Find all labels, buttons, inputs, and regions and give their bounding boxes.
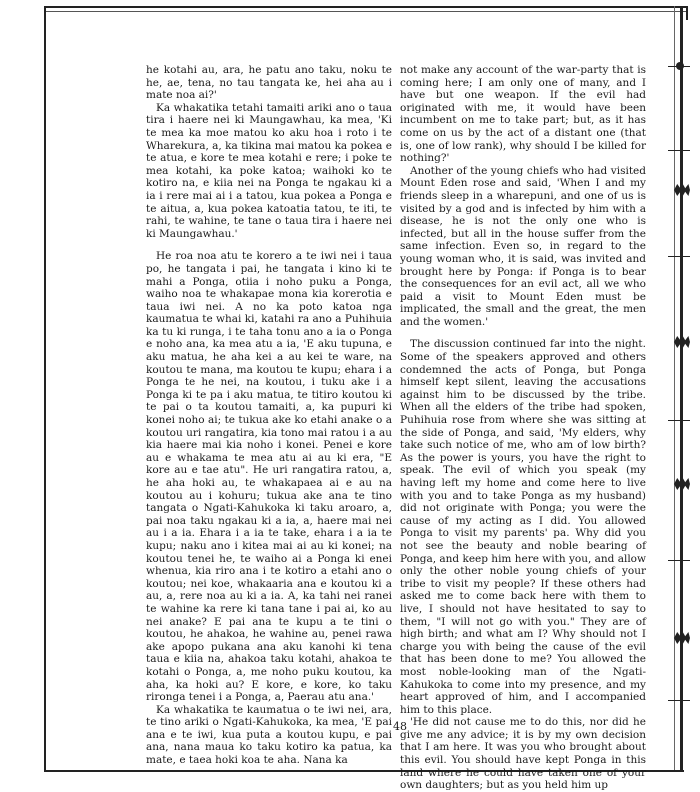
paragraph: 'He did not cause me to do this, nor did he give me any advice; it is by my own decision that I am here. It was you who brought about this evil. You should have kept Ponga in this land where he could have taken one of your own daughters; but as you held him up <box>400 716 646 792</box>
paragraph: not make any account of the war-party that is coming here; I am only one of many, and I have but one weapon. If the evil had originated with me, it would have been incumbent on me to take part; but, as it has come on us by the act of a distant one (that is, one of low rank), why should I be killed for nothing?' <box>400 64 646 165</box>
margin-tick-mark <box>668 420 690 421</box>
margin-ornament-mark <box>674 478 690 490</box>
margin-ornament-mark <box>674 336 690 348</box>
margin-tick-mark <box>668 256 690 257</box>
margin-tick-mark <box>668 700 690 701</box>
paragraph: he kotahi au, ara, he patu ano taku, noku te he, ae, tena, no tau tangata ke, hei aha au i mate noa ai?' <box>146 64 392 102</box>
page-frame-right <box>680 6 683 772</box>
margin-dot-mark <box>676 62 684 70</box>
margin-ornament-mark <box>674 632 690 644</box>
page-frame-right-inner <box>674 6 675 772</box>
margin-tick-mark <box>668 560 690 561</box>
page-frame-top <box>44 6 688 20</box>
left-column-maori-text <box>146 64 392 767</box>
right-column-english-text <box>400 64 646 792</box>
paragraph: Ka whakatika te kaumatua o te iwi nei, ara, te tino ariki o Ngati-Kahukoka, ka mea, 'E pai ana e te iwi, kua puta a koutou kupu, e pai ana, nana maua ko taku kotiro ka patua, ka mate, e taea hoki koa te aha. Nana ka <box>146 703 392 767</box>
paragraph: He roa noa atu te korero a te iwi nei i taua po, he tangata i pai, he tangata i kino ki te mahi a Ponga, otiia i noho puku a Ponga, waiho noa te whakapae mona kia korerotia e taua iwi nei. A no ka poto katoa nga kaumatua te whai ki, katahi ra ano a Puhihuia ka tu ki runga, i te taha tonu ano a ia o Ponga e noho ana, ka mea atu a ia, 'E aku tupuna, e aku matua, he aha kei a au kei te ware, na koutou te mana, ma koutou te kupu; ehara i a Ponga te he nei, na koutou, i tuku ake i a Ponga ki te pa i aku matua, te titiro koutou ki te pai o ta koutou tamaiti, a, ka pupuri ki konei noho ai; te tukua ake ko etahi anake o a koutou uri rangatira, kia tono mai ratou i a au kia haere mai kia noho i konei. Penei e kore au e whakama te mea atu ai au ki era, "E kore au e tae atu". He uri rangatira ratou, a, he aha hoki au, te whakapaea ai e au na koutou au i kohuru; tukua ake ana te tino tangata o Ngati-Kahukoka ki taku aroaro, a, pai noa taku ngakau ki a ia, a, haere mai nei au i a ia. Ehara i a ia te take, ehara i a ia te kupu; naku ano i kitea mai ai au ki konei; na koutou tenei he, te waiho ai a Ponga ki enei whenua, kia riro ana i te kotiro a etahi ano o koutou; nei koe, whakaaria ana e koutou ki a au, a, rere noa au ki a ia. A, ka tahi nei ranei te wahine ka rere ki tana tane i pai ai, ko au nei anake? E pai ana te kupu a te tini o koutou, he ahakoa, he wahine au, penei rawa ake apopo pukana ana aku kanohi ki tena taua e kiia na, ahakoa taku kotahi, ahakoa te kotahi o Ponga, a, me noho puku koutou, ka aha, ka hoki au? E kore, e kore, ko taku rironga tenei i a Ponga, a, Paerau atu ana.' <box>146 250 392 704</box>
margin-ornament-mark <box>674 184 690 196</box>
paragraph: The discussion continued far into the night. Some of the speakers approved and others condemned the acts of Ponga, but Ponga himself kept silent, leaving the accusations against him to be discussed by the tribe. When all the elders of the tribe had spoken, Puhihuia rose from where she was sitting at the side of Ponga, and said, 'My elders, why take such notice of me, who am of low birth? As the power is yours, you have the right to speak. The evil of which you speak (my having left my home and come here to live with you and to take Ponga as my husband) did not originate with Ponga; you were the cause of my acting as I did. You allowed Ponga to visit my parents' pa. Why did you not see the beauty and noble bearing of Ponga, and keep him here with you, and allow only the other noble young chiefs of your tribe to visit my people? If these others had asked me to come back here with them to live, I should not have hesitated to say to them, "I will not go with you." They are of high birth; and what am I? Why should not I charge you with being the cause of the evil that has been done to me? You allowed the most noble-looking man of the Ngati-Kahukoka to come into my presence, and my heart approved of him, and I accompanied him to this place. <box>400 338 646 716</box>
page-frame-left <box>44 6 47 772</box>
page-number: 48 <box>393 720 407 733</box>
margin-tick-mark <box>668 150 690 151</box>
paragraph: Another of the young chiefs who had visited Mount Eden rose and said, 'When I and my friends sleep in a wharepuni, and one of us is visited by a god and is infected by him with a disease, he is not the only one who is infected, but all in the house suffer from the same infection. Even so, in regard to the young woman who, it is said, was invited and brought here by Ponga: if Ponga is to bear the consequences for an evil act, all we who paid a visit to Mount Eden must be implicated, the small and the great, the men and the women.' <box>400 164 646 328</box>
paragraph: Ka whakatika tetahi tamaiti ariki ano o taua tira i haere nei ki Maungawhau, ka mea, 'Ki te mea ka moe matou ko aku hoa i roto i te Wharekura, a, ka tikina mai matou ka pokea e te atua, e kore te mea kotahi e rere; i poke te mea kotahi, ka poke katoa; waihoki ko te kotiro na, e kiia nei na Ponga te ngakau ki a ia i rere mai ai i a tatou, kua pokea a Ponga e te aitua, a, kua pokea katoatia tatou, te iti, te rahi, te wahine, te tane o taua tira i haere nei ki Maungawhau.' <box>146 101 392 240</box>
